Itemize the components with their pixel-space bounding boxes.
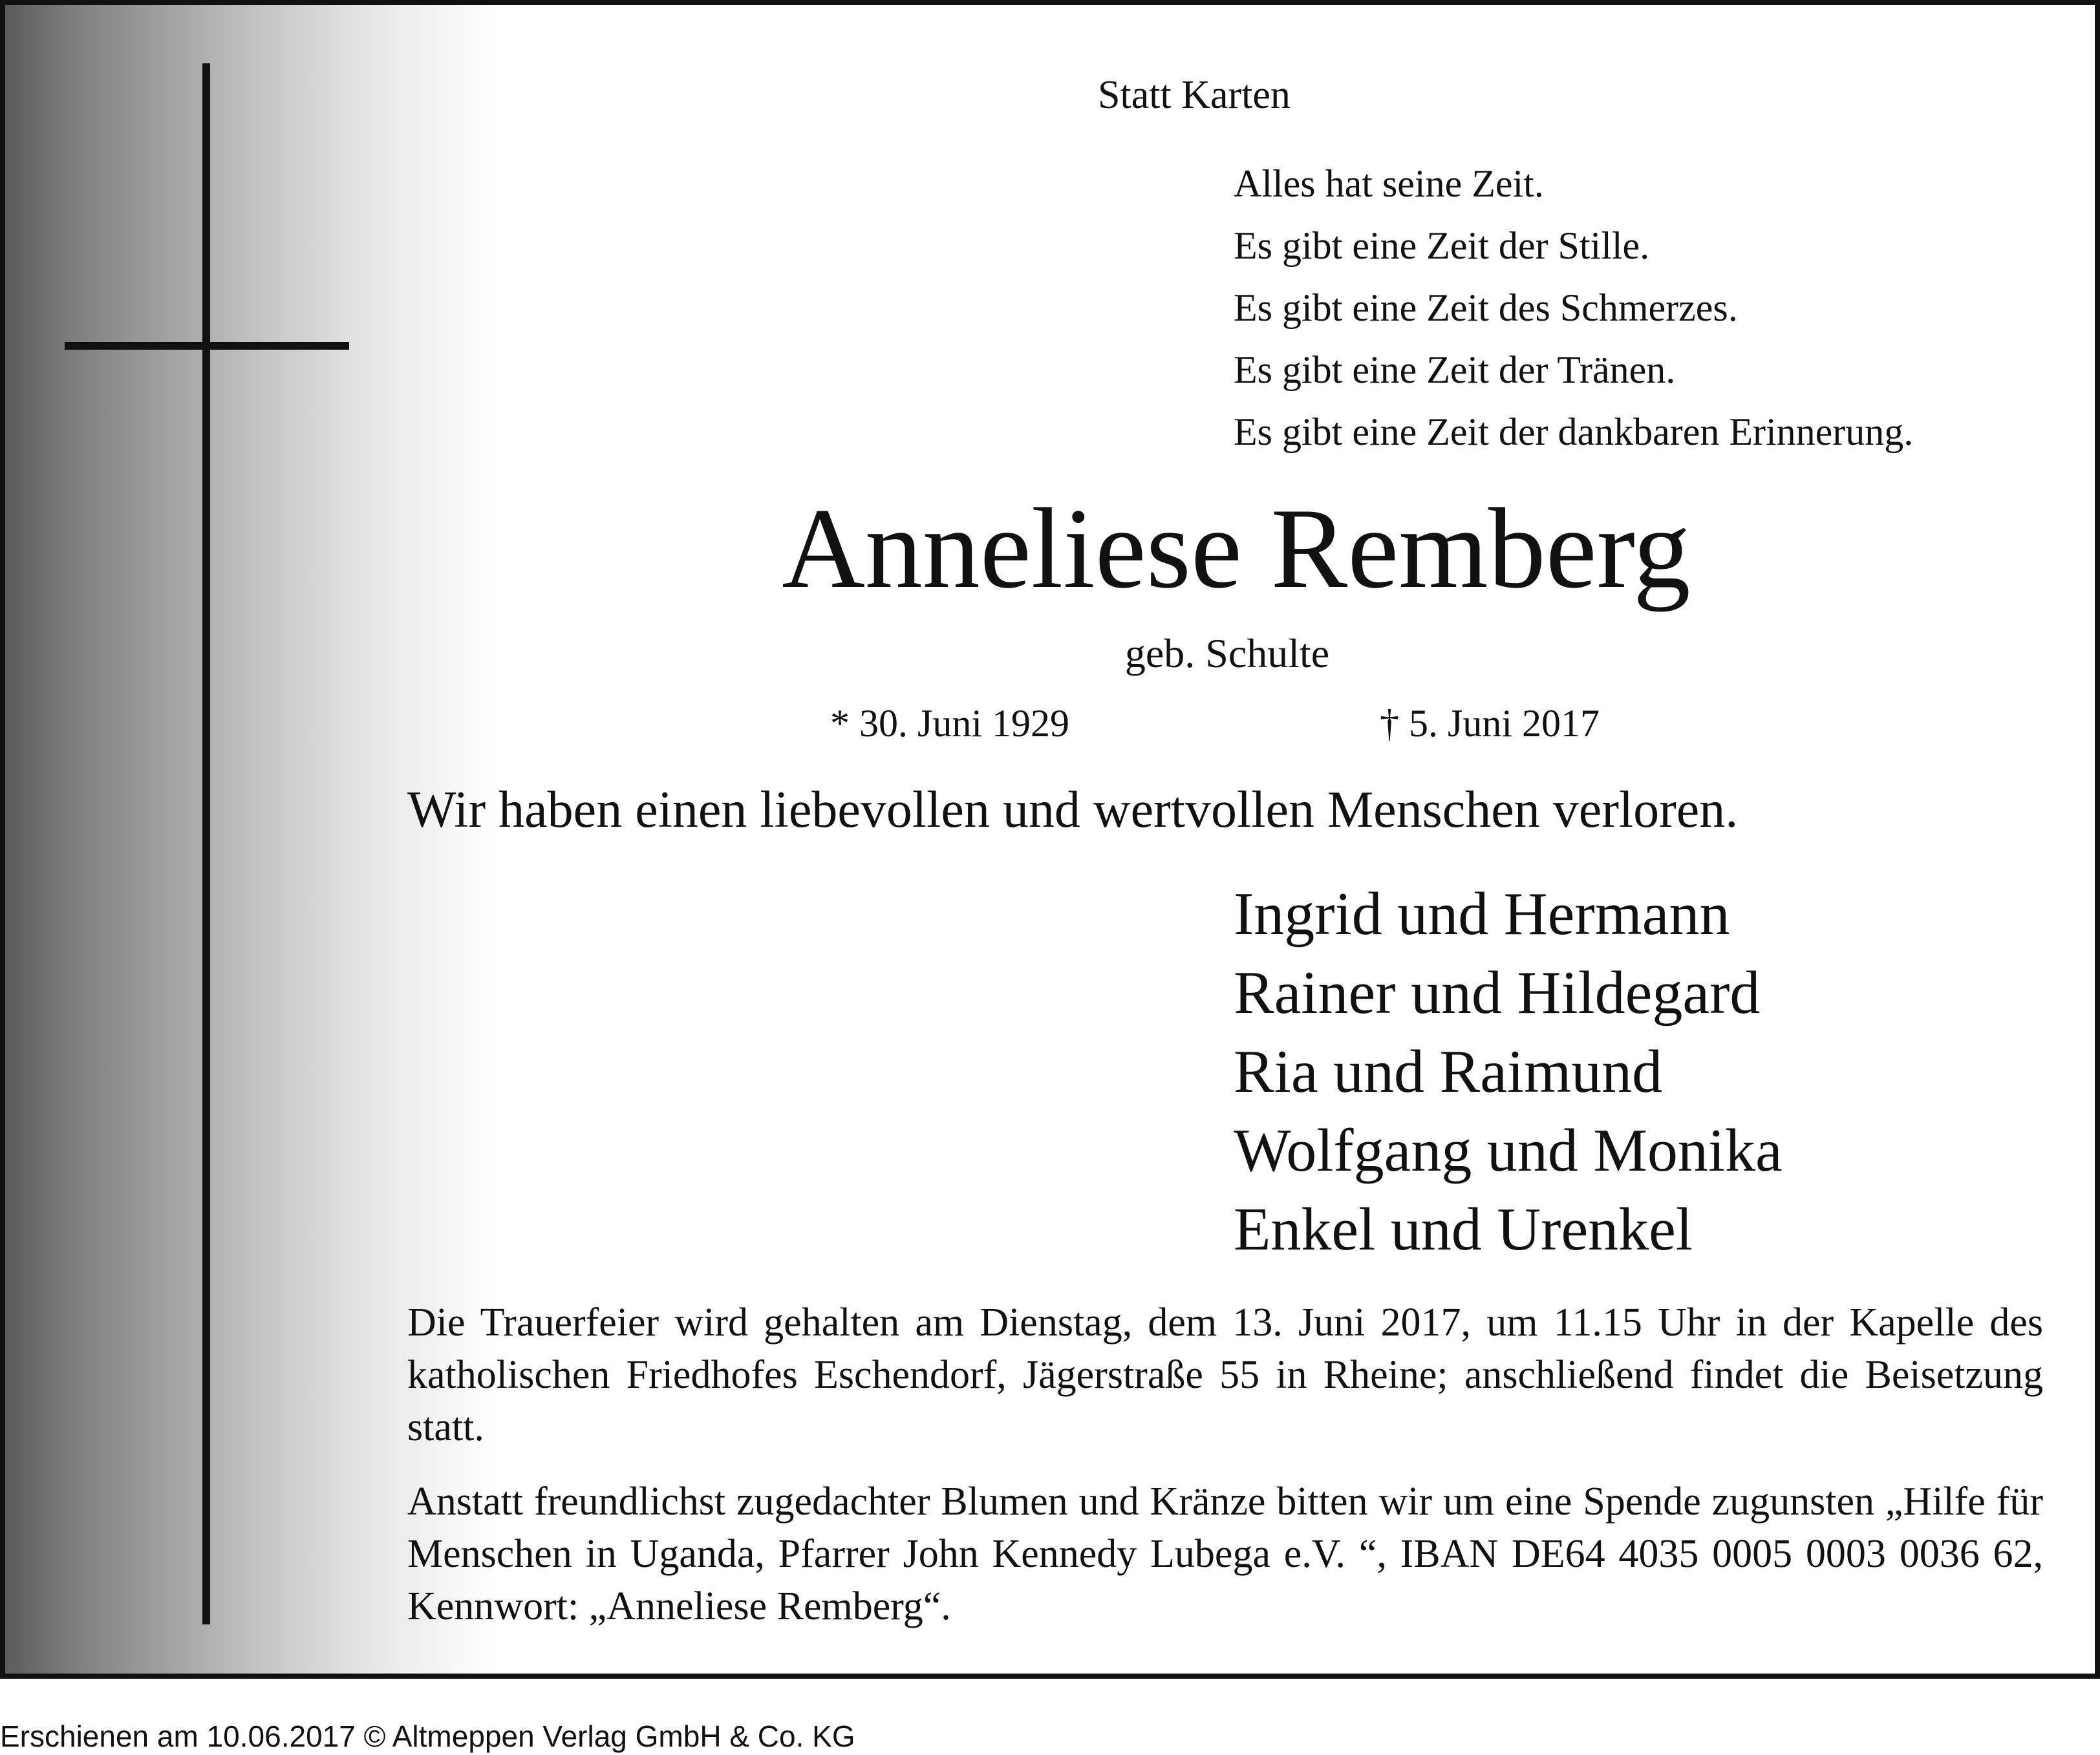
mourner-entry: Rainer und Hildegard (1234, 959, 1761, 1026)
poem-line: Es gibt eine Zeit der Stille. (1234, 224, 1650, 267)
funeral-info: Die Trauerfeier wird gehalten am Dienstag, dem 13. Juni 2017, um 11.15 Uhr in der Kapelle des katholischen Friedhofes Eschendorf, Jägerstraße 55 in Rheine; anschließend findet die Beisetzung statt. (407, 1301, 2043, 1449)
death-date: † 5. Juni 2017 (1380, 702, 1600, 745)
poem-line: Es gibt eine Zeit der dankbaren Erinnerung. (1234, 410, 1914, 453)
mourner-entry: Enkel und Urenkel (1234, 1196, 1693, 1263)
cross-icon-vertical-bar (202, 63, 210, 1624)
statement: Wir haben einen liebevollen und wertvollen Menschen verloren. (407, 782, 1739, 838)
poem (1234, 153, 1913, 463)
header-statt-karten: Statt Karten (1098, 73, 1291, 117)
donation-info: Anstatt freundlichst zugedachter Blumen und Kränze bitten wir um eine Spende zugunsten „Hilfe für Menschen in Uganda, Pfarrer John Kennedy Lubega e.V. “, IBAN DE64 4035 0005 0003 0036 62, Kennwort: „Anneliese Remberg“. (407, 1480, 2043, 1628)
poem-line: Alles hat seine Zeit. (1234, 162, 1544, 205)
mourner-entry: Ingrid und Hermann (1234, 880, 1730, 948)
mourner-entry: Ria und Raimund (1234, 1038, 1663, 1105)
mourners-list (1234, 875, 1783, 1269)
maiden-name: geb. Schulte (1124, 630, 1330, 676)
deceased-name: Anneliese Remberg (782, 484, 1691, 612)
birth-date: * 30. Juni 1929 (830, 702, 1070, 745)
publication-credit: Erschienen am 10.06.2017 © Altmeppen Verlag GmbH & Co. KG (0, 1719, 855, 1753)
cross-icon-horizontal-bar (65, 342, 349, 350)
mourner-entry: Wolfgang und Monika (1234, 1117, 1783, 1184)
poem-line: Es gibt eine Zeit der Tränen. (1234, 348, 1676, 391)
poem-line: Es gibt eine Zeit des Schmerzes. (1234, 286, 1738, 329)
